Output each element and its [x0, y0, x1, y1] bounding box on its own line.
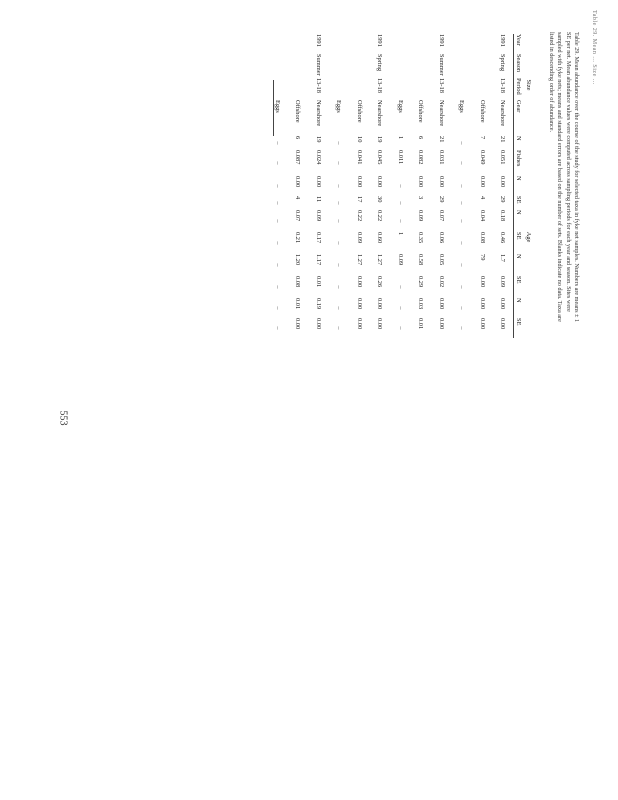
table-cell	[349, 78, 370, 100]
col-header-fishes: Fishes	[514, 150, 525, 176]
table-cell: Summer	[437, 54, 445, 76]
table-row	[329, 34, 350, 338]
table-cell: 6	[294, 136, 302, 140]
table-cell: 0.09	[417, 210, 425, 222]
table-cell: –	[335, 201, 343, 205]
table-cell: –	[273, 201, 281, 205]
table-cell: –	[458, 219, 466, 223]
table-cell: –	[273, 263, 281, 267]
col-header-n3: N	[514, 210, 525, 232]
col-header-season: Season	[514, 54, 525, 78]
table-cell	[390, 54, 411, 78]
table-cell: Spring	[376, 54, 384, 72]
table-cell: –	[273, 141, 281, 145]
table-row	[411, 34, 432, 338]
table-cell: 0.08	[478, 232, 486, 244]
table-cell: –	[458, 161, 466, 165]
table-cell: 0.17	[314, 232, 322, 244]
table-cell: 0.01	[314, 276, 322, 288]
table-cell: 0.011	[396, 150, 404, 165]
table-cell: Nearshore	[376, 100, 384, 127]
table-cell: –	[458, 201, 466, 205]
table-cell: 1.17	[314, 254, 322, 266]
table-cell: 0.00	[478, 176, 486, 188]
table-cell: 0.07	[437, 210, 445, 222]
table-row	[493, 34, 514, 338]
table-cell: 0.60	[376, 232, 384, 244]
table-cell: Eggs	[396, 100, 404, 113]
running-header: Table 29. Mean ... Size ...	[591, 10, 597, 85]
table-cell: 1.27	[355, 254, 363, 266]
table-cell: 0.18	[499, 210, 507, 222]
table-row	[308, 34, 329, 338]
table-cell: 0.26	[376, 276, 384, 288]
table-cell: 0.00	[499, 298, 507, 310]
table-cell: 0.03	[417, 298, 425, 310]
table-cell: 13-18	[314, 78, 322, 93]
table-cell: 0.01	[294, 298, 302, 310]
table-row	[390, 34, 411, 338]
table-cell: 6	[417, 136, 425, 140]
table-cell	[452, 34, 473, 54]
table-cell: 0.00	[294, 318, 302, 330]
col-header-se: SE	[514, 196, 525, 210]
table-cell: –	[396, 326, 404, 330]
table-cell: 0.09	[314, 210, 322, 222]
table-cell	[411, 34, 432, 54]
col-header-se4: SE	[514, 318, 525, 338]
table-cell: 0.082	[417, 150, 425, 165]
table-bottom-rule	[273, 80, 274, 136]
table-cell: Offshore	[417, 100, 425, 123]
table-cell: 0.00	[437, 176, 445, 188]
table-cell: Nearshore	[314, 100, 322, 127]
table-cell: 0.00	[355, 298, 363, 310]
table-cell: 1991	[314, 34, 322, 47]
table-cell: 19	[376, 136, 384, 143]
table-cell: 79	[478, 254, 486, 261]
table-cell: 0.04	[478, 210, 486, 222]
table-cell: –	[396, 219, 404, 223]
table-cell: 0.29	[417, 276, 425, 288]
table-cell: Eggs	[458, 100, 466, 113]
caption-text: Table 29. Mean abundance over the course of the study for selected taxa in fyke net samples. Numbers are means ± 1 SE per net. Mean abundance values were computed across sampling periods for each year and season. Sites were sampled with fyke nets; means and standard errors are based on the number of sets. Blanks indicate no data. Taxa are listed in descending order of abundance.	[547, 32, 580, 323]
table-cell: 0.01	[417, 318, 425, 330]
table-cell: 0.22	[355, 210, 363, 222]
table-cell: –	[273, 241, 281, 245]
col-header-n5: N	[514, 298, 525, 318]
table-cell: –	[335, 285, 343, 289]
header-group-age: Age	[525, 231, 533, 243]
table-cell: 0.46	[499, 232, 507, 244]
table-cell: –	[396, 285, 404, 289]
table-cell: Summer	[314, 54, 322, 76]
table-cell: 3	[417, 196, 425, 200]
table-cell: 0.00	[478, 276, 486, 288]
table-cell: –	[458, 306, 466, 310]
table-cell	[329, 34, 350, 54]
table-cell: 0.00	[499, 176, 507, 188]
table-body	[267, 34, 514, 338]
table-cell	[267, 34, 288, 54]
table-cell: 0.024	[314, 150, 322, 165]
table-cell: –	[273, 306, 281, 310]
table-cell: 1.7	[499, 254, 507, 263]
col-header-se2: SE	[514, 232, 525, 254]
col-header-n4: N	[514, 254, 525, 276]
table-cell: 0.00	[376, 176, 384, 188]
table-cell: –	[335, 219, 343, 223]
table-row	[288, 34, 309, 338]
table-cell: 0.049	[478, 150, 486, 165]
table-cell	[349, 54, 370, 78]
table-cell: –	[273, 161, 281, 165]
table-cell: 17	[355, 196, 363, 203]
table-cell	[390, 34, 411, 54]
table-cell: Offshore	[355, 100, 363, 123]
table-cell: 0.08	[294, 276, 302, 288]
table-cell: Offshore	[294, 100, 302, 123]
table-cell: 21	[437, 136, 445, 143]
table-cell	[472, 54, 493, 78]
table-cell: 0.00	[417, 176, 425, 188]
table-cell: 0.00	[478, 298, 486, 310]
table-cell: 10	[355, 136, 363, 143]
table-cell: Nearshore	[499, 100, 507, 127]
table-cell: 4	[478, 196, 486, 200]
table-cell	[472, 34, 493, 54]
table-cell: 0.09	[499, 276, 507, 288]
table-cell: –	[396, 306, 404, 310]
table-cell: Nearshore	[437, 100, 445, 127]
page-number: 553	[57, 410, 69, 426]
table-cell: 0.05	[437, 254, 445, 266]
table-cell: –	[273, 219, 281, 223]
table-cell: 30	[376, 196, 384, 203]
table-cell: –	[335, 241, 343, 245]
table-cell	[329, 78, 350, 100]
table-cell: 13-18	[499, 78, 507, 93]
table-cell	[288, 78, 309, 100]
table-cell	[390, 78, 411, 100]
table-cell: 4	[294, 196, 302, 200]
table-cell: 0.00	[355, 176, 363, 188]
table-cell	[411, 78, 432, 100]
table-cell: –	[335, 306, 343, 310]
table-cell: 0.031	[437, 150, 445, 165]
table-cell: 0.00	[314, 176, 322, 188]
table-cell: Eggs	[273, 100, 281, 113]
table-row	[431, 34, 452, 338]
table-cell: –	[458, 241, 466, 245]
table-cell: 13-18	[376, 78, 384, 93]
table-cell	[267, 78, 288, 100]
table-cell: –	[396, 184, 404, 188]
table-cell: –	[335, 161, 343, 165]
table-cell	[267, 54, 288, 78]
table-cell: 0.06	[437, 232, 445, 244]
table-cell: Eggs	[335, 100, 343, 113]
table-cell: 0.00	[376, 318, 384, 330]
table-cell: 1.27	[376, 254, 384, 266]
table-row	[267, 34, 288, 338]
table-cell: 0.087	[294, 150, 302, 165]
table-cell: –	[273, 285, 281, 289]
table-cell: 0.00	[478, 318, 486, 330]
table-caption	[546, 32, 580, 328]
table-cell: 0.00	[376, 298, 384, 310]
table-cell	[411, 54, 432, 78]
table-cell: 29	[499, 196, 507, 203]
table-cell: Spring	[499, 54, 507, 72]
table-cell: 0.00	[294, 176, 302, 188]
table-cell	[452, 54, 473, 78]
table-cell: –	[335, 141, 343, 145]
table-cell: 0.22	[376, 210, 384, 222]
table-row	[472, 34, 493, 338]
col-header-se3: SE	[514, 276, 525, 298]
table-row	[452, 34, 473, 338]
table-cell: 0.21	[294, 232, 302, 244]
table-cell: 7	[478, 136, 486, 140]
table-cell: –	[458, 141, 466, 145]
table-cell	[472, 78, 493, 100]
table-cell: –	[273, 326, 281, 330]
table-cell: Offshore	[478, 100, 486, 123]
table-cell: 1	[396, 232, 404, 236]
table-cell: 0.02	[437, 276, 445, 288]
table-cell: 11	[314, 196, 322, 203]
table-cell: 0.051	[499, 150, 507, 165]
table-cell: 0.09	[355, 232, 363, 244]
table-cell: 1	[396, 136, 404, 140]
table-cell: 0.58	[417, 254, 425, 266]
table-cell: 29	[437, 196, 445, 203]
table-cell: –	[396, 201, 404, 205]
table-header-row	[514, 34, 525, 338]
table-cell: 1.20	[294, 254, 302, 266]
table-cell	[349, 34, 370, 54]
table-cell	[452, 78, 473, 100]
table-cell: –	[335, 263, 343, 267]
table-cell	[329, 54, 350, 78]
col-header-gear: Gear	[514, 100, 525, 136]
table-cell: 0.07	[294, 210, 302, 222]
table-cell: –	[458, 184, 466, 188]
table-cell: 1991	[437, 34, 445, 47]
table-cell: 0.19	[314, 298, 322, 310]
table-cell: 1991	[499, 34, 507, 47]
data-table	[267, 34, 534, 338]
col-header-n2: N	[514, 176, 525, 196]
table-cell: 0.045	[376, 150, 384, 165]
table-cell: 0.00	[437, 318, 445, 330]
table-cell: –	[458, 326, 466, 330]
table-cell: 21	[499, 136, 507, 143]
table-cell: –	[273, 184, 281, 188]
table-cell: 0.35	[417, 232, 425, 244]
rotated-content	[6, 10, 598, 355]
table-cell: 0.00	[314, 318, 322, 330]
col-header-n: N	[514, 136, 525, 150]
table-cell: –	[335, 184, 343, 188]
table-cell: 19	[314, 136, 322, 143]
table-cell: 0.00	[355, 318, 363, 330]
table-cell: 0.00	[437, 298, 445, 310]
header-group-size: Size	[525, 79, 533, 91]
table-cell: 0.00	[355, 276, 363, 288]
table-cell	[288, 34, 309, 54]
col-header-year: Year	[514, 34, 525, 54]
table-cell: –	[458, 285, 466, 289]
table-cell: –	[458, 263, 466, 267]
table-cell: –	[335, 326, 343, 330]
table-cell: 0.09	[396, 254, 404, 266]
table-row	[349, 34, 370, 338]
table-cell: 0.041	[355, 150, 363, 165]
table-cell	[288, 54, 309, 78]
table-cell: 1991	[376, 34, 384, 47]
table-header-group-row	[524, 34, 534, 338]
table-row	[370, 34, 391, 338]
table-cell: 0.00	[499, 318, 507, 330]
col-header-period: Period	[514, 78, 525, 100]
table-cell: 13-18	[437, 78, 445, 93]
